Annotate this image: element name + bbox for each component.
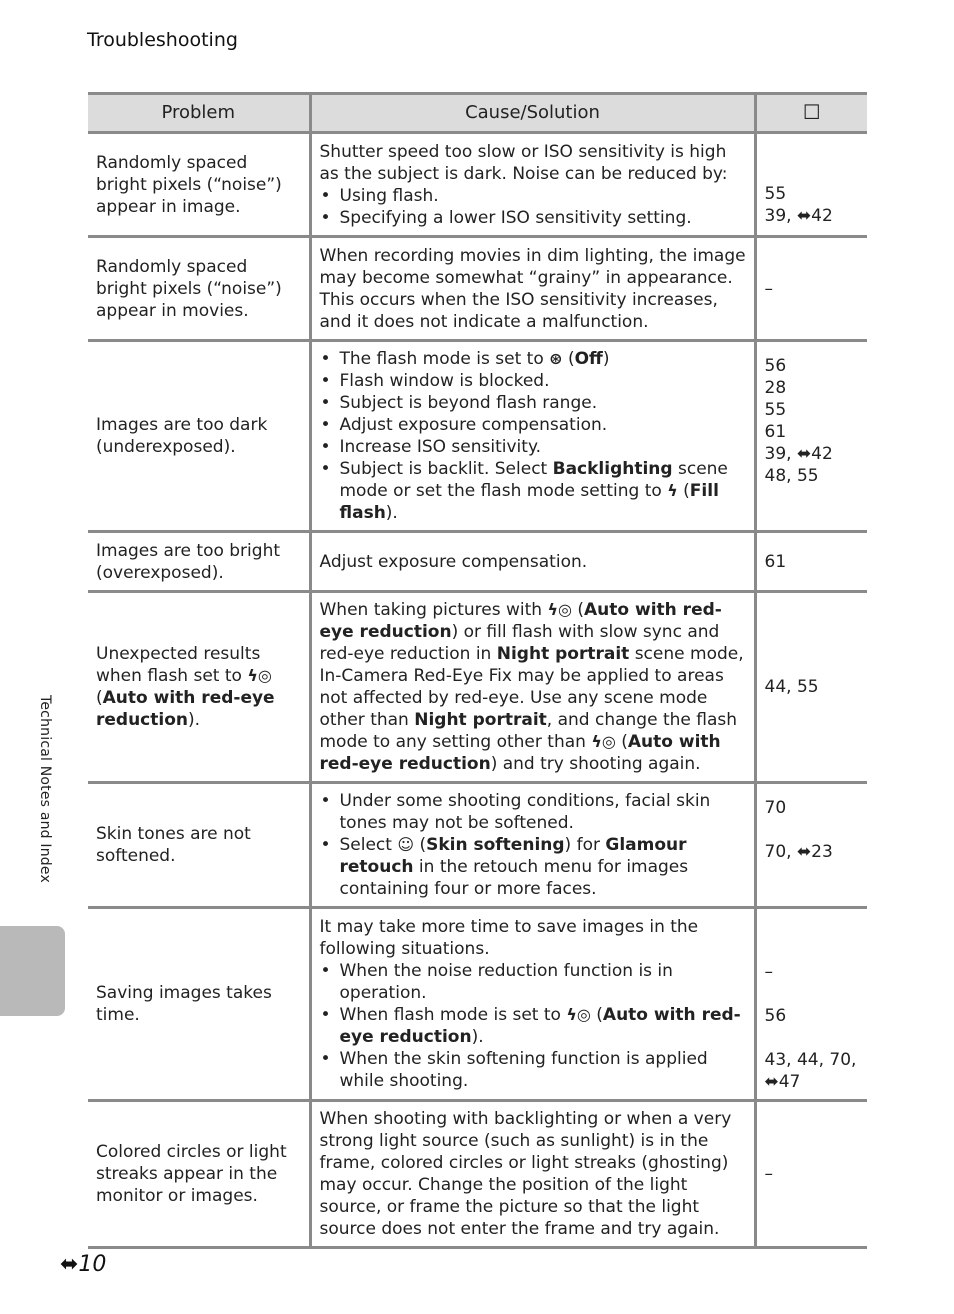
cause-text: Shutter speed too slow or ISO sensitivity is high as the subject is dark. Noise can be reduced by: xyxy=(319,141,728,184)
list-item: • Subject is backlit. Select Backlighting scene mode or set the flash mode setting to ϟ (Fill flash). xyxy=(320,458,748,524)
page-ref: 39, ⬌42 xyxy=(764,444,833,464)
problem-cell: Randomly spaced bright pixels (“noise”) appear in image. xyxy=(88,133,310,237)
cause-cell: Adjust exposure compensation. xyxy=(310,532,755,592)
page-ref: 44, 55 xyxy=(764,677,819,697)
list-item: • When the noise reduction function is in operation. xyxy=(320,960,748,1004)
cause-cell: When recording movies in dim lighting, the image may become somewhat “grainy” in appearance. This occurs when the ISO sensitivity increases, and it does not indicate a malfunction. xyxy=(310,237,755,341)
list-item: • When the skin softening function is applied while shooting. xyxy=(320,1048,748,1092)
table-row xyxy=(88,532,867,592)
list-item: • Adjust exposure compensation. xyxy=(320,414,748,436)
page-ref: 28 xyxy=(764,378,787,398)
cause-cell xyxy=(310,341,755,532)
page-ref: 56 xyxy=(764,356,787,376)
page-ref: 39, ⬌42 xyxy=(764,206,833,226)
list-item: • Using flash. xyxy=(320,185,748,207)
page-ref: 43, 44, 70, xyxy=(764,1050,857,1070)
cause-cell: When taking pictures with ϟ◎ (Auto with red-eye reduction) or fill flash with slow sync and red-eye reduction in Night portrait scene mode, In-Camera Red-Eye Fix may be applied to areas not affected by red-eye. Use any scene mode other than Night portrait, and change the flash mode to any setting other than ϟ◎ (Auto with red-eye reduction) and try shooting again. xyxy=(310,592,755,783)
cause-cell xyxy=(310,908,755,1101)
page-ref: – xyxy=(764,1164,773,1184)
auto-red-eye-flash-icon: ϟ◎ xyxy=(247,666,272,685)
auto-red-eye-flash-icon: ϟ◎ xyxy=(547,600,572,619)
page-ref: – xyxy=(764,962,773,982)
list-item: • Under some shooting conditions, facial skin tones may not be softened. xyxy=(320,790,748,834)
page-ref: – xyxy=(764,278,773,299)
problem-cell: Skin tones are not softened. xyxy=(88,783,310,908)
table-row xyxy=(88,341,867,532)
page-header-title: Troubleshooting xyxy=(87,29,238,51)
side-section-tab xyxy=(0,926,65,1016)
page-ref: 70 xyxy=(764,798,787,818)
column-header-reference xyxy=(755,94,867,133)
troubleshooting-table xyxy=(88,92,867,1249)
table-row xyxy=(88,783,867,908)
cause-cell xyxy=(310,783,755,908)
page-ref-cell xyxy=(755,237,867,341)
column-header-problem: Problem xyxy=(88,94,310,133)
page-ref-cell xyxy=(755,1101,867,1248)
cause-text: It may take more time to save images in the following situations. xyxy=(319,917,699,959)
page-ref-cell xyxy=(755,133,867,237)
list-item: • The flash mode is set to ⊛ (Off) xyxy=(320,348,748,370)
side-section-label: Technical Notes and Index xyxy=(37,695,53,883)
table-row xyxy=(88,237,867,341)
problem-cell: Randomly spaced bright pixels (“noise”) appear in movies. xyxy=(88,237,310,341)
cause-cell: When shooting with backlighting or when a very strong light source (such as sunlight) is in the frame, colored circles or light streaks (ghosting) may occur. Change the position of the light source, or frame the picture so that the light source does not enter the frame and try again. xyxy=(310,1101,755,1248)
skin-softening-icon: ☺ xyxy=(397,835,415,854)
problem-cell: Colored circles or light streaks appear in the monitor or images. xyxy=(88,1101,310,1248)
table-header-row xyxy=(88,94,867,133)
page-ref: 70, ⬌23 xyxy=(764,842,833,862)
table-row xyxy=(88,908,867,1101)
cause-cell xyxy=(310,133,755,237)
table-row xyxy=(88,1101,867,1248)
page-ref: 55 xyxy=(764,400,787,420)
list-item: • Select ☺ (Skin softening) for Glamour retouch in the retouch menu for images containing four or more faces. xyxy=(320,834,748,900)
page-ref-cell xyxy=(755,592,867,783)
book-icon: ☐ xyxy=(802,99,821,124)
fill-flash-icon: ϟ xyxy=(667,481,678,500)
list-item: • Increase ISO sensitivity. xyxy=(320,436,748,458)
list-item: • Specifying a lower ISO sensitivity setting. xyxy=(320,207,748,229)
page-number: ⬌10 xyxy=(60,1252,107,1277)
problem-cell: Unexpected results when flash set to ϟ◎ (Auto with red-eye reduction). xyxy=(88,592,310,783)
table-row xyxy=(88,133,867,237)
page-ref-cell xyxy=(755,532,867,592)
page-ref: ⬌47 xyxy=(764,1072,801,1092)
list-item: • Flash window is blocked. xyxy=(320,370,748,392)
auto-red-eye-flash-icon: ϟ◎ xyxy=(566,1005,591,1024)
problem-cell: Images are too dark (underexposed). xyxy=(88,341,310,532)
auto-red-eye-flash-icon: ϟ◎ xyxy=(591,732,616,751)
page-ref: 61 xyxy=(764,551,787,572)
page-ref: 55 xyxy=(764,184,787,204)
problem-cell: Saving images takes time. xyxy=(88,908,310,1101)
page-ref: 61 xyxy=(764,422,787,442)
list-item: • Subject is beyond flash range. xyxy=(320,392,748,414)
table-row xyxy=(88,592,867,783)
page-ref-cell xyxy=(755,908,867,1101)
page-ref: 48, 55 xyxy=(764,466,819,486)
page-ref-cell xyxy=(755,783,867,908)
list-item: • When flash mode is set to ϟ◎ (Auto with red-eye reduction). xyxy=(320,1004,748,1048)
problem-cell: Images are too bright (overexposed). xyxy=(88,532,310,592)
column-header-cause: Cause/Solution xyxy=(310,94,755,133)
flash-off-icon: ⊛ xyxy=(549,349,563,368)
page-ref: 56 xyxy=(764,1006,787,1026)
page-ref-cell xyxy=(755,341,867,532)
